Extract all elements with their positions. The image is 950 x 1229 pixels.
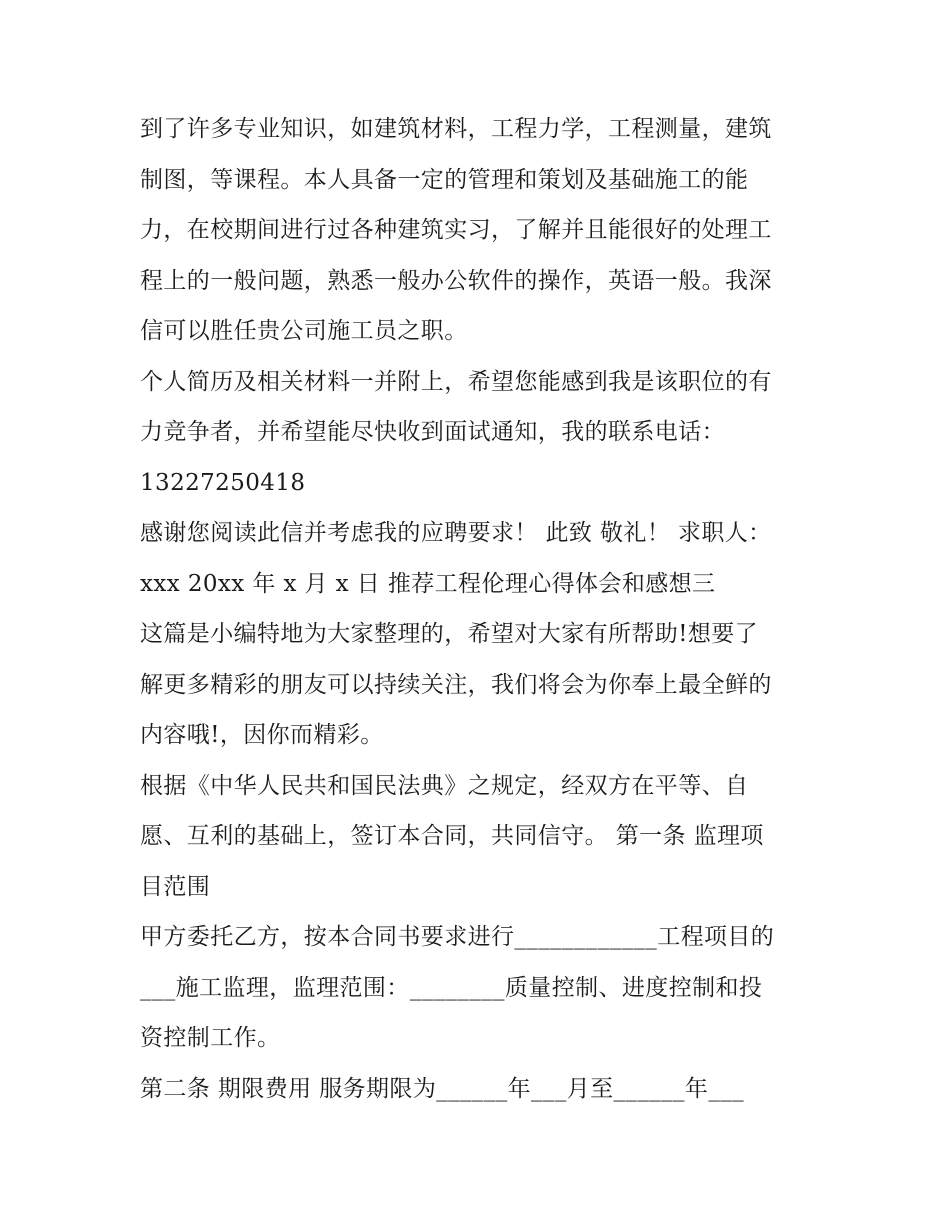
text-line: 制图，等课程。本人具备一定的管理和策划及基础施工的能	[140, 166, 749, 193]
text-line: 程上的一般问题，熟悉一般办公软件的操作，英语一般。我深	[140, 267, 772, 294]
text-line: 资控制工作。	[140, 1025, 281, 1051]
text-line: 第二条 期限费用 服务期限为______年___月至______年___	[140, 1075, 745, 1102]
text-line: 这篇是小编特地为大家整理的，希望对大家有所帮助!想要了	[140, 621, 759, 647]
text-line: 根据《中华人民共和国民法典》之规定，经双方在平等、自	[140, 772, 749, 799]
text-line: 内容哦!，因你而精彩。	[140, 722, 384, 748]
text-line: 力竞争者，并希望能尽快收到面试通知，我的联系电话：	[140, 419, 725, 445]
document-body	[140, 104, 820, 1114]
text-line: 目范围	[140, 873, 211, 900]
text-line: 愿、互利的基础上，签订本合同，共同信守。 第一条 监理项	[140, 823, 764, 849]
phone-number: 13227250418	[140, 469, 306, 496]
text-line: 感谢您阅读此信并考虑我的应聘要求！ 此致 敬礼！ 求职人：	[140, 520, 772, 546]
text-line: 甲方委托乙方，按本合同书要求进行____________工程项目的	[140, 924, 775, 950]
text-line: 信可以胜任贵公司施工员之职。	[140, 318, 468, 344]
text-line: 个人简历及相关材料一并附上，希望您能感到我是该职位的有	[140, 368, 772, 395]
text-line: 力，在校期间进行过各种建筑实习，了解并且能很好的处理工	[140, 217, 772, 243]
text-line: xxx 20xx 年 x 月 x 日 推荐工程伦理心得体会和感想三	[140, 570, 716, 597]
text-line: 到了许多专业知识，如建筑材料，工程力学，工程测量，建筑	[140, 116, 772, 142]
text-line: ___施工监理，监理范围：________质量控制、进度控制和投	[140, 974, 763, 1001]
text-line: 解更多精彩的朋友可以持续关注，我们将会为你奉上最全鲜的	[140, 671, 772, 698]
